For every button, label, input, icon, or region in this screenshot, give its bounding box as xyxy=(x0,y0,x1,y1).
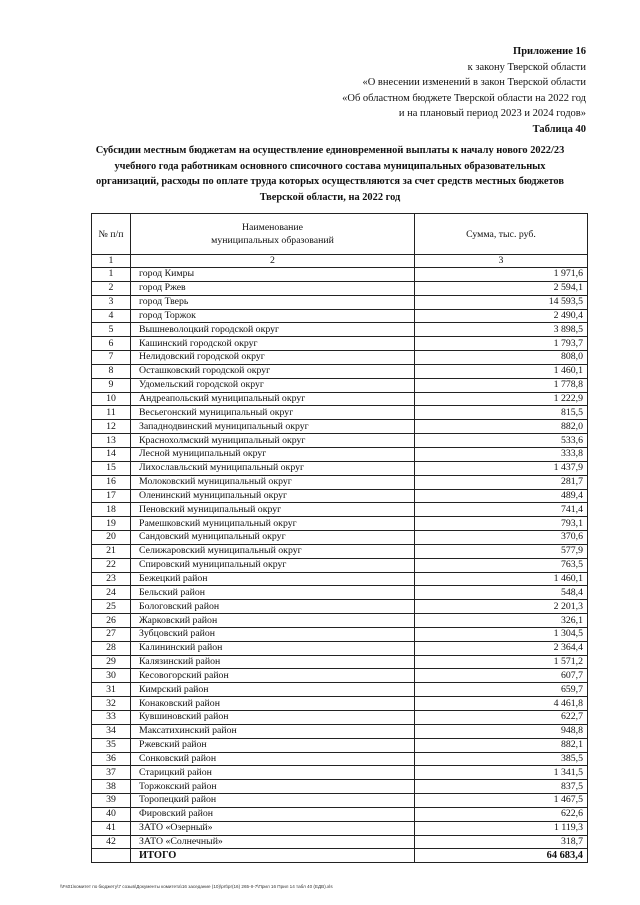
row-number: 21 xyxy=(92,544,131,558)
table-row xyxy=(92,558,588,572)
row-number: 2 xyxy=(92,281,131,295)
table-row xyxy=(92,517,588,531)
row-name: Бежецкий район xyxy=(131,572,415,586)
row-name: Торопецкий район xyxy=(131,794,415,808)
table-row xyxy=(92,268,588,282)
row-number: 10 xyxy=(92,392,131,406)
row-sum: 741,4 xyxy=(415,503,588,517)
row-number: 41 xyxy=(92,821,131,835)
row-number: 1 xyxy=(92,268,131,282)
row-name: Кашинский городской округ xyxy=(131,337,415,351)
row-number: 19 xyxy=(92,517,131,531)
row-number: 15 xyxy=(92,461,131,475)
row-sum: 1 778,8 xyxy=(415,378,588,392)
row-number: 29 xyxy=(92,655,131,669)
row-sum: 489,4 xyxy=(415,489,588,503)
table-row xyxy=(92,351,588,365)
row-number: 42 xyxy=(92,835,131,849)
table-row xyxy=(92,627,588,641)
table-row xyxy=(92,641,588,655)
row-name: Нелидовский городской округ xyxy=(131,351,415,365)
row-number: 24 xyxy=(92,586,131,600)
row-number: 36 xyxy=(92,752,131,766)
table-row xyxy=(92,378,588,392)
colnum-2: 2 xyxy=(131,255,415,268)
table-row xyxy=(92,614,588,628)
row-number: 13 xyxy=(92,434,131,448)
row-number: 33 xyxy=(92,711,131,725)
row-sum: 659,7 xyxy=(415,683,588,697)
row-name: Зубцовский район xyxy=(131,627,415,641)
row-sum: 318,7 xyxy=(415,835,588,849)
row-number: 39 xyxy=(92,794,131,808)
table-label: Таблица 40 xyxy=(532,124,586,135)
row-number: 25 xyxy=(92,600,131,614)
row-sum: 577,9 xyxy=(415,544,588,558)
row-number: 31 xyxy=(92,683,131,697)
row-name: Старицкий район xyxy=(131,766,415,780)
row-name: Пеновский муниципальный округ xyxy=(131,503,415,517)
row-name: ЗАТО «Солнечный» xyxy=(131,835,415,849)
table-row xyxy=(92,711,588,725)
row-sum: 1 460,1 xyxy=(415,572,588,586)
row-number: 18 xyxy=(92,503,131,517)
table-row xyxy=(92,821,588,835)
colnum-1: 1 xyxy=(92,255,131,268)
row-sum: 2 490,4 xyxy=(415,309,588,323)
row-name: Фировский район xyxy=(131,807,415,821)
row-number: 7 xyxy=(92,351,131,365)
row-sum: 1 460,1 xyxy=(415,364,588,378)
row-sum: 2 201,3 xyxy=(415,600,588,614)
table-row xyxy=(92,835,588,849)
row-sum: 607,7 xyxy=(415,669,588,683)
row-sum: 333,8 xyxy=(415,447,588,461)
subsidies-table xyxy=(91,213,588,863)
row-sum: 14 593,5 xyxy=(415,295,588,309)
appendix-line: к закону Тверской области xyxy=(467,61,586,73)
appendix-title: Приложение 16 xyxy=(513,46,586,57)
title-line: Субсидии местным бюджетам на осуществление единовременной выплаты к началу нового 2022/23 xyxy=(95,145,565,156)
row-name: Кувшиновский район xyxy=(131,711,415,725)
table-row xyxy=(92,295,588,309)
title-line: организаций, расходы по оплате труда которых осуществляются за счет средств местных бюджетов xyxy=(96,176,564,187)
row-name: Вышневолоцкий городской округ xyxy=(131,323,415,337)
row-sum: 2 364,4 xyxy=(415,641,588,655)
row-sum: 815,5 xyxy=(415,406,588,420)
header-name xyxy=(131,214,415,255)
row-name: Ржевский район xyxy=(131,738,415,752)
row-name: Андреапольский муниципальный округ xyxy=(131,392,415,406)
row-number: 12 xyxy=(92,420,131,434)
row-sum: 837,5 xyxy=(415,780,588,794)
table-row xyxy=(92,669,588,683)
row-sum: 4 461,8 xyxy=(415,697,588,711)
row-name: Селижаровский муниципальный округ xyxy=(131,544,415,558)
row-number: 34 xyxy=(92,724,131,738)
table-row xyxy=(92,766,588,780)
row-name: Западнодвинский муниципальный округ xyxy=(131,420,415,434)
table-row xyxy=(92,447,588,461)
table-row xyxy=(92,392,588,406)
table-row xyxy=(92,738,588,752)
document-title xyxy=(80,143,580,205)
row-number: 37 xyxy=(92,766,131,780)
row-number: 40 xyxy=(92,807,131,821)
row-number: 5 xyxy=(92,323,131,337)
row-number: 3 xyxy=(92,295,131,309)
row-number: 32 xyxy=(92,697,131,711)
table-row xyxy=(92,780,588,794)
header-sum: Сумма, тыс. руб. xyxy=(415,214,588,255)
table-row xyxy=(92,544,588,558)
row-number: 11 xyxy=(92,406,131,420)
row-name: город Тверь xyxy=(131,295,415,309)
total-label: ИТОГО xyxy=(131,849,415,863)
header-name-line2: муниципальных образований xyxy=(211,235,334,246)
row-number: 6 xyxy=(92,337,131,351)
row-sum: 1 222,9 xyxy=(415,392,588,406)
row-number: 28 xyxy=(92,641,131,655)
table-row xyxy=(92,337,588,351)
table-row xyxy=(92,572,588,586)
row-name: ЗАТО «Озерный» xyxy=(131,821,415,835)
header-num: № п/п xyxy=(92,214,131,255)
appendix-line: «О внесении изменений в закон Тверской области xyxy=(362,77,586,88)
table-row xyxy=(92,724,588,738)
colnum-3: 3 xyxy=(415,255,588,268)
total-sum: 64 683,4 xyxy=(415,849,588,863)
row-sum: 622,6 xyxy=(415,807,588,821)
row-sum: 3 898,5 xyxy=(415,323,588,337)
table-row xyxy=(92,586,588,600)
table-row xyxy=(92,461,588,475)
row-name: Торжокский район xyxy=(131,780,415,794)
row-sum: 385,5 xyxy=(415,752,588,766)
header-name-line1: Наименование xyxy=(241,222,304,233)
table-row xyxy=(92,489,588,503)
row-number: 26 xyxy=(92,614,131,628)
row-name: город Кимры xyxy=(131,268,415,282)
row-sum: 622,7 xyxy=(415,711,588,725)
row-sum: 763,5 xyxy=(415,558,588,572)
title-line: учебного года работникам основного списочного состава муниципальных образовательных xyxy=(114,160,546,172)
title-line: Тверской области, на 2022 год xyxy=(259,191,401,203)
row-sum: 281,7 xyxy=(415,475,588,489)
table-row xyxy=(92,503,588,517)
row-sum: 1 341,5 xyxy=(415,766,588,780)
table-row xyxy=(92,794,588,808)
table-row xyxy=(92,420,588,434)
table-header-row xyxy=(92,214,588,255)
row-name: Лесной муниципальный округ xyxy=(131,447,415,461)
file-path-footer: \\Fs01\комитет по бюджету\7 созыв\Документы комитета\16 заседание (10)\prt\pr(16) 265-II-7\Прил 16 Прил 14 табл 40 (ЕДВ).xls xyxy=(60,884,333,889)
table-row xyxy=(92,309,588,323)
row-sum: 1 971,6 xyxy=(415,268,588,282)
row-sum: 1 119,3 xyxy=(415,821,588,835)
table-row xyxy=(92,752,588,766)
row-sum: 1 304,5 xyxy=(415,627,588,641)
row-name: Рамешковский муниципальный округ xyxy=(131,517,415,531)
row-sum: 1 467,5 xyxy=(415,794,588,808)
row-number: 20 xyxy=(92,531,131,545)
row-sum: 1 793,7 xyxy=(415,337,588,351)
row-sum: 882,0 xyxy=(415,420,588,434)
row-sum: 1 571,2 xyxy=(415,655,588,669)
row-number: 23 xyxy=(92,572,131,586)
row-name: Кимрский район xyxy=(131,683,415,697)
table-row xyxy=(92,364,588,378)
row-sum: 326,1 xyxy=(415,614,588,628)
row-name: Сандовский муниципальный округ xyxy=(131,531,415,545)
row-number: 14 xyxy=(92,447,131,461)
row-name: город Ржев xyxy=(131,281,415,295)
table-row xyxy=(92,807,588,821)
row-name: Бельский район xyxy=(131,586,415,600)
row-name: Оленинский муниципальный округ xyxy=(131,489,415,503)
row-sum: 793,1 xyxy=(415,517,588,531)
table-row xyxy=(92,600,588,614)
row-number: 38 xyxy=(92,780,131,794)
row-number: 16 xyxy=(92,475,131,489)
row-name: город Торжок xyxy=(131,309,415,323)
table-row xyxy=(92,655,588,669)
total-row xyxy=(92,849,588,863)
column-number-row xyxy=(92,255,588,268)
table-row xyxy=(92,531,588,545)
row-number: 22 xyxy=(92,558,131,572)
row-name: Бологовский район xyxy=(131,600,415,614)
row-name: Весьегонский муниципальный округ xyxy=(131,406,415,420)
table-row xyxy=(92,281,588,295)
appendix-header xyxy=(342,44,586,122)
row-name: Удомельский городской округ xyxy=(131,378,415,392)
row-name: Молоковский муниципальный округ xyxy=(131,475,415,489)
appendix-line: и на плановый период 2023 и 2024 годов» xyxy=(398,108,586,119)
total-num xyxy=(92,849,131,863)
table-row xyxy=(92,697,588,711)
table-row xyxy=(92,323,588,337)
row-name: Калязинский район xyxy=(131,655,415,669)
row-sum: 548,4 xyxy=(415,586,588,600)
row-sum: 948,8 xyxy=(415,724,588,738)
table-row xyxy=(92,475,588,489)
row-number: 30 xyxy=(92,669,131,683)
row-number: 17 xyxy=(92,489,131,503)
row-sum: 370,6 xyxy=(415,531,588,545)
row-number: 4 xyxy=(92,309,131,323)
row-name: Спировский муниципальный округ xyxy=(131,558,415,572)
row-name: Жарковский район xyxy=(131,614,415,628)
row-number: 35 xyxy=(92,738,131,752)
appendix-line: «Об областном бюджете Тверской области на 2022 год xyxy=(342,92,586,104)
row-number: 8 xyxy=(92,364,131,378)
row-sum: 533,6 xyxy=(415,434,588,448)
row-sum: 1 437,9 xyxy=(415,461,588,475)
row-name: Кесовогорский район xyxy=(131,669,415,683)
table-row xyxy=(92,683,588,697)
row-name: Конаковский район xyxy=(131,697,415,711)
table-row xyxy=(92,434,588,448)
row-sum: 2 594,1 xyxy=(415,281,588,295)
row-name: Калининский район xyxy=(131,641,415,655)
row-sum: 882,1 xyxy=(415,738,588,752)
row-number: 9 xyxy=(92,378,131,392)
row-name: Осташковский городской округ xyxy=(131,364,415,378)
row-name: Максатихинский район xyxy=(131,724,415,738)
row-name: Краснохолмский муниципальный округ xyxy=(131,434,415,448)
table-row xyxy=(92,406,588,420)
row-name: Лихославльский муниципальный округ xyxy=(131,461,415,475)
row-name: Сонковский район xyxy=(131,752,415,766)
row-sum: 808,0 xyxy=(415,351,588,365)
row-number: 27 xyxy=(92,627,131,641)
